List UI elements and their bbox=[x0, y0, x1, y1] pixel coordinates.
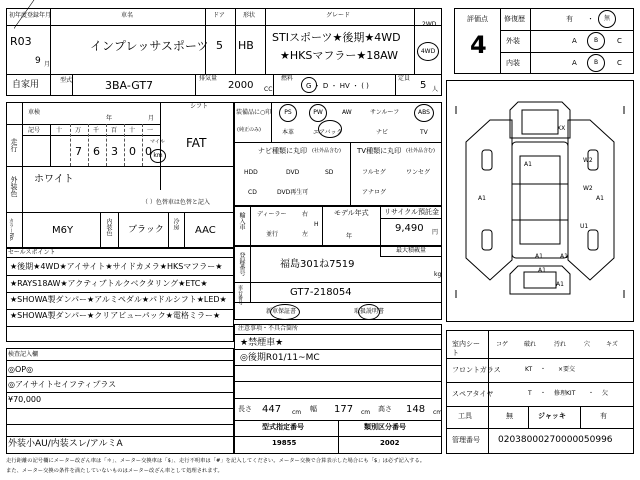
damage-mark-a1-bottom-3: A1 bbox=[538, 267, 546, 274]
interior-color-label: 内装色 bbox=[105, 218, 112, 236]
equip-abs-circle bbox=[414, 104, 434, 122]
car-name: インプレッサスポーツ bbox=[90, 39, 209, 53]
equip-leather: 本革 bbox=[282, 129, 295, 136]
score-value: 4 bbox=[470, 31, 487, 59]
capacity: 5 bbox=[420, 80, 427, 91]
inspection-year-unit: 年 bbox=[106, 115, 113, 122]
import-parallel: 並行 bbox=[266, 231, 279, 238]
seat-label: 室内シート bbox=[452, 340, 480, 358]
notes-label: 注意事項・不具合箇所 bbox=[238, 325, 299, 332]
length-value: 447 bbox=[262, 404, 282, 415]
damage-mark-xx: XX bbox=[557, 125, 566, 132]
cc-unit: CC bbox=[264, 86, 273, 93]
equip-ps: PS bbox=[284, 109, 292, 116]
management-number: 02038000270000050996 bbox=[498, 435, 613, 445]
mileage-digit-100: 3 bbox=[111, 145, 118, 158]
mileage-digit-10: 0 bbox=[129, 145, 136, 158]
grade-line-2: ★HKSマフラー★18AW bbox=[280, 49, 398, 62]
category-number: 2002 bbox=[380, 439, 400, 447]
color-no-label: カラーNo. bbox=[8, 218, 14, 242]
tools-value: 無 bbox=[506, 412, 513, 420]
mileage-place-1: 一 bbox=[147, 127, 154, 134]
nav-dvd: DVD bbox=[286, 169, 300, 176]
category-label: 類別区分番号 bbox=[364, 423, 406, 431]
exterior-grade-b-circle bbox=[587, 32, 605, 50]
first-registration-era: R03 bbox=[10, 35, 32, 48]
drive-2wd: 2WD bbox=[422, 21, 437, 28]
sales-point-line-1: ★後期★4WD★アイサイト★サイドカメラ★HKSマフラー★ bbox=[10, 262, 223, 271]
repair-label: 修復歴 bbox=[504, 15, 525, 23]
displacement-label: 排気量 bbox=[199, 75, 218, 82]
equip-pw-circle bbox=[309, 104, 327, 122]
plate-number: 福島301ね7519 bbox=[280, 259, 355, 270]
grade-label: グレード bbox=[326, 12, 351, 19]
equipment-label: 装備品に○印 bbox=[236, 109, 272, 116]
fuel-selected-circle bbox=[301, 77, 317, 93]
damage-mark-w2-right: W2 bbox=[583, 157, 593, 164]
inspection-label: 車検 bbox=[28, 109, 41, 116]
ac-value: AAC bbox=[195, 225, 216, 236]
max-load-unit: kg bbox=[434, 271, 442, 278]
score-label: 評価点 bbox=[467, 15, 488, 23]
spare-tire-missing: 欠 bbox=[602, 390, 609, 397]
spare-tire-dot-1: ・ bbox=[540, 390, 547, 397]
tv-oneseg: ワンセグ bbox=[406, 169, 431, 176]
interior-grade-a: A bbox=[572, 59, 577, 67]
mileage-label: 走行 bbox=[10, 138, 18, 152]
seat-tear: 破れ bbox=[524, 341, 537, 348]
length-unit: cm bbox=[292, 409, 302, 416]
exterior-grade-a: A bbox=[572, 37, 577, 45]
mileage-place-10: 十 bbox=[129, 127, 136, 134]
equip-navi: ナビ bbox=[376, 129, 389, 136]
damage-mark-a1-bottom-4: A1 bbox=[556, 281, 564, 288]
equip-aw: AW bbox=[342, 109, 352, 116]
import-hand: H bbox=[314, 221, 319, 228]
sales-point-line-3: ★SHOWA製ダンパー★アルミペダル★パドルシフト★LED★ bbox=[10, 295, 227, 304]
import-right: 右 bbox=[302, 211, 309, 218]
equip-pw: PW bbox=[313, 109, 323, 116]
import-dealer: ディーラー bbox=[257, 211, 287, 218]
seat-hole: 穴 bbox=[584, 341, 591, 348]
exterior-color-label: 外装色 bbox=[10, 176, 18, 197]
notes-line-2: ◎後期R01/11~MC bbox=[240, 353, 320, 363]
tools-label: 工具 bbox=[458, 412, 472, 420]
import-label: 輸入車 bbox=[238, 212, 245, 230]
car-name-label: 車名 bbox=[121, 12, 134, 19]
spare-tire-t: T bbox=[528, 390, 532, 397]
recycle-label: リサイクル預託金 bbox=[384, 208, 440, 216]
front-glass-kt: KT bbox=[525, 366, 533, 373]
exterior-grade-c: C bbox=[617, 37, 622, 45]
km-label: km bbox=[153, 152, 163, 159]
repair-separator: ・ bbox=[587, 15, 594, 23]
model-type-label: 型式 bbox=[60, 77, 73, 84]
inspection-month-unit: 月 bbox=[148, 115, 155, 122]
nav-hdd: HDD bbox=[244, 169, 258, 176]
width-value: 177 bbox=[334, 404, 354, 415]
mileage-place-symbol: 記号 bbox=[28, 127, 41, 134]
nav-dvd-playback: DVD再生可 bbox=[277, 189, 309, 196]
drive-4wd: 4WD bbox=[420, 47, 436, 55]
interior-grade-b-circle bbox=[587, 54, 605, 72]
person-unit: 人 bbox=[432, 86, 439, 93]
maintenance-record: 新車保証書 bbox=[266, 308, 297, 315]
plate-label: 登録番号 bbox=[238, 252, 245, 276]
interior-grade-label: 内装 bbox=[506, 59, 520, 67]
height-unit: cm bbox=[433, 409, 443, 416]
jack-value: 有 bbox=[600, 412, 607, 420]
shape-value: HB bbox=[238, 39, 254, 52]
mileage-digit-10k: 7 bbox=[75, 145, 82, 158]
damage-mark-a1-right: A1 bbox=[596, 195, 604, 202]
damage-mark-a1-bottom-1: A1 bbox=[535, 253, 543, 260]
capacity-label: 定員 bbox=[398, 75, 411, 82]
inspector-label: 検査記入欄 bbox=[8, 351, 39, 358]
tv-analog: アナログ bbox=[362, 189, 387, 196]
ac-label: 冷房 bbox=[172, 218, 179, 230]
width-unit: cm bbox=[361, 409, 371, 416]
car-diagram bbox=[446, 80, 634, 322]
grade-line-1: STIスポーツ★後期★4WD bbox=[272, 31, 401, 44]
repair-yes: 有 bbox=[566, 15, 573, 23]
damage-mark-a1-left: A1 bbox=[478, 195, 486, 202]
inspector-line-1: ◎OP◎ bbox=[8, 365, 34, 374]
color-no: M6Y bbox=[52, 225, 74, 236]
footnote-line-2: また、メーター交換の条件を満たしていないものはメーター改ざん車として処理されます。 bbox=[6, 468, 223, 474]
model-type: 3BA-GT7 bbox=[105, 79, 154, 92]
length-label: 長さ bbox=[238, 405, 252, 413]
mileage-place-1k: 千 bbox=[93, 127, 100, 134]
mileage-digit-1: 0 bbox=[145, 145, 152, 158]
interior-color: ブラック bbox=[128, 225, 164, 235]
shape-label: 形状 bbox=[243, 12, 256, 19]
use-type: 自家用 bbox=[12, 80, 40, 90]
exterior-grade-label: 外装 bbox=[506, 37, 520, 45]
nav-type-label: ナビ種類に丸印 bbox=[258, 147, 307, 155]
tv-type-label: TV種類に丸印 bbox=[357, 147, 402, 155]
damage-mark-u1: U1 bbox=[580, 223, 589, 230]
front-glass-dot: ・ bbox=[540, 366, 547, 373]
mileage-digit-1k: 6 bbox=[93, 145, 100, 158]
inspector-footer: 外装小AU/内装スレ/アルミA bbox=[8, 439, 123, 449]
nav-cd: CD bbox=[248, 189, 257, 196]
repair-no: 無 bbox=[603, 15, 610, 22]
shift-value: FAT bbox=[186, 136, 207, 150]
fuel-options: G ・ D ・ HV ・ ( ) bbox=[306, 82, 369, 90]
tv-fullseg: フルセグ bbox=[362, 169, 386, 176]
sales-point-line-2: ★RAYS18AW★アクティブトルクベクタリング★ETC★ bbox=[10, 279, 208, 288]
mile-label: マイル bbox=[150, 139, 165, 145]
shift-label: シフト bbox=[190, 103, 209, 110]
recycle-amount: 9,490 bbox=[395, 223, 424, 234]
damage-mark-a1-bottom-2: A1 bbox=[560, 253, 568, 260]
interior-grade-b: B bbox=[593, 59, 599, 66]
equip-abs: ABS bbox=[418, 109, 430, 116]
mileage-place-10k: 万 bbox=[75, 127, 82, 134]
doors-label: ドア bbox=[213, 12, 225, 19]
jack-label: ジャッキ bbox=[538, 412, 566, 420]
seat-dirt: 汚れ bbox=[554, 341, 567, 348]
first-registration-month: 9 bbox=[35, 56, 41, 66]
mileage-place-100k: 十 bbox=[56, 127, 63, 134]
doors-value: 5 bbox=[216, 39, 223, 52]
seat-scratch: キズ bbox=[606, 341, 618, 348]
drive-4wd-circle bbox=[417, 42, 439, 61]
fuel-label: 燃料 bbox=[281, 75, 294, 82]
equip-tv: TV bbox=[420, 129, 428, 136]
exterior-grade-b: B bbox=[593, 37, 599, 44]
footnote-line-1: 走行距離の記号欄にメーター改ざん車は「＊」、メーター交換車は「$」、走行不明車は「#」を記入してください。メーター交換で合算表示した場合にも「$」は必ず記入する。 bbox=[6, 458, 426, 464]
inspector-line-2: ◎アイサイトセイフティプラス bbox=[8, 380, 117, 389]
sales-point-line-4: ★SHOWA製ダンパー★クリアビューパック★電格ミラー★ bbox=[10, 311, 221, 320]
equip-sunroof: サンルーフ bbox=[370, 109, 400, 116]
first-registration-label: 初年度登録年月 bbox=[9, 12, 52, 19]
inspector-line-3: ¥70,000 bbox=[8, 395, 42, 404]
equip-airbag: エアバック bbox=[313, 129, 343, 136]
recycle-yen: 円 bbox=[432, 229, 439, 236]
color-change-note: （ ）色替車は色替と記入 bbox=[142, 199, 210, 206]
exterior-color: ホワイト bbox=[34, 174, 74, 185]
chassis-label: 車台番号 bbox=[237, 285, 243, 305]
repair-no-circle bbox=[598, 10, 616, 28]
height-label: 高さ bbox=[378, 405, 392, 413]
spare-tire-dot-2: ・ bbox=[588, 390, 595, 397]
spare-tire-label: スペアタイヤ bbox=[452, 390, 494, 398]
height-value: 148 bbox=[406, 404, 426, 415]
chassis-number: GT7-218054 bbox=[290, 287, 352, 298]
model-year-label: モデル年式 bbox=[334, 209, 369, 217]
damage-mark-w2-right-lower: W2 bbox=[583, 185, 593, 192]
damage-mark-a1-center: A1 bbox=[524, 161, 532, 168]
type-designation: 19855 bbox=[272, 439, 297, 447]
sales-points-label: セールスポイント bbox=[8, 249, 56, 256]
import-left: 左 bbox=[302, 231, 309, 238]
front-glass-label: フロントガラス bbox=[452, 366, 501, 374]
notes-line-1: ★禁煙車★ bbox=[240, 338, 284, 348]
interior-grade-c: C bbox=[617, 59, 622, 67]
manual: 取扱説明書 bbox=[354, 308, 385, 315]
front-glass-replace: ×要交 bbox=[558, 366, 576, 373]
max-load-label: 最大積載量 bbox=[396, 247, 427, 254]
seat-burn: コゲ bbox=[496, 341, 509, 348]
mileage-place-100: 百 bbox=[111, 127, 118, 134]
management-number-label: 管理番号 bbox=[452, 436, 480, 444]
nav-type-sub: (社外品含む) bbox=[312, 148, 341, 154]
type-designation-label: 型式指定番号 bbox=[262, 423, 304, 431]
displacement: 2000 bbox=[228, 80, 254, 91]
equipment-sub-label: (純正のみ) bbox=[237, 127, 261, 133]
nav-sd: SD bbox=[325, 169, 334, 176]
equip-ps-circle bbox=[279, 104, 297, 122]
spare-tire-repair-kit: 修理KIT bbox=[554, 390, 576, 397]
width-label: 幅 bbox=[310, 405, 317, 413]
first-registration-month-unit: 月 bbox=[44, 61, 51, 68]
tv-type-sub: (社外品含む) bbox=[406, 148, 435, 154]
km-circle bbox=[150, 149, 166, 163]
model-year-unit: 年 bbox=[346, 233, 353, 240]
